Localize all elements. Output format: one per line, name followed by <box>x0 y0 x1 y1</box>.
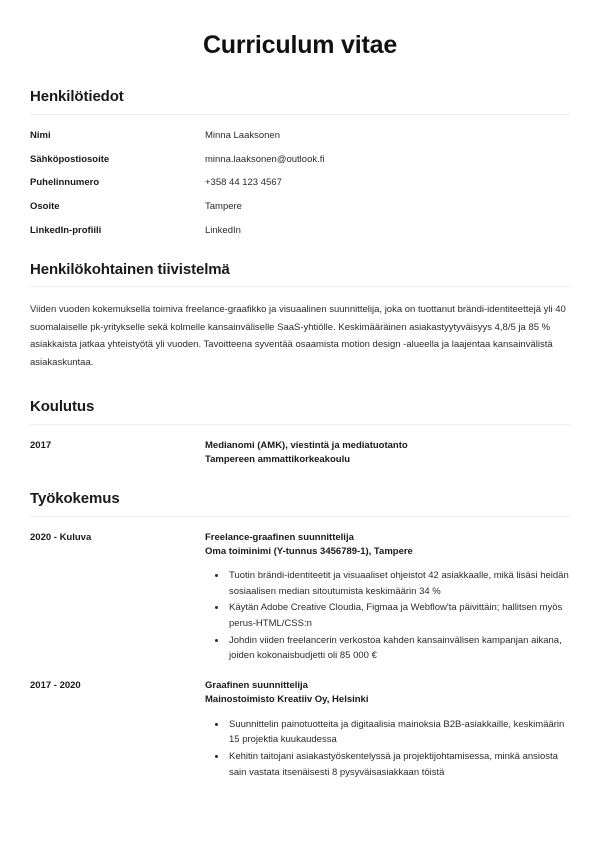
entry-bullet-list <box>205 717 570 781</box>
education-entry <box>30 439 570 468</box>
list-item: • Johdin viiden freelancerin verkostoa kahden kansainvälisen kampanjan aikana, joiden kokonaisbudjetti oli 85 000 € <box>227 633 570 664</box>
entry-period: 2017 - 2020 <box>30 680 81 692</box>
spacer <box>30 61 570 87</box>
entry-title: Graafinen suunnittelija <box>205 680 308 692</box>
entry-period: 2020 - Kuluva <box>30 531 92 543</box>
section-summary <box>30 260 570 372</box>
detail-label: Nimi <box>30 129 51 141</box>
entry-body <box>205 531 570 666</box>
detail-row-address <box>30 201 570 214</box>
entry-organization: Tampereen ammattikorkeakoulu <box>205 453 351 465</box>
list-item: • Käytän Adobe Creative Cloudia, Figmaa ja Webflow'ta päivittäin; hallitsen myös perus-HTML/CSS:n <box>227 600 570 631</box>
entry-period: 2017 <box>30 439 52 451</box>
detail-row-name <box>30 130 570 143</box>
section-divider <box>30 516 570 517</box>
experience-entry <box>30 679 570 781</box>
detail-label: Sähköpostiosoite <box>30 153 110 165</box>
spacer <box>30 381 570 397</box>
detail-value: +358 44 123 4567 <box>205 177 282 189</box>
detail-label: Osoite <box>30 201 60 213</box>
document-title: Curriculum vitae <box>202 31 398 59</box>
entry-organization: Oma toiminimi (Y-tunnus 3456789-1), Tampere <box>205 545 413 557</box>
section-experience <box>30 489 570 781</box>
summary-text: Viiden vuoden kokemuksella toimiva freelance-graafikko ja visuaalinen suunnittelija, joka on tuottanut brändi-identiteettejä yli 40 suomalaiselle pk-yritykselle sekä kolmelle kansainväliselle SaaS-yhtiölle. Keskimääräinen asiakastyytyväisyys 4,8/5 ja 85 % asiakkaista jatkaa yhteistyötä yli vuoden. Tavoitteena syventää osaamista motion design -alueella ja laajentaa kansainvälistä asiakaskuntaa. <box>30 304 566 368</box>
section-education <box>30 397 570 467</box>
entry-organization: Mainostoimisto Kreatiiv Oy, Helsinki <box>205 694 369 706</box>
entry-body <box>205 679 570 781</box>
spacer <box>30 238 570 260</box>
section-heading-personal-details: Henkilötiedot <box>30 88 124 106</box>
detail-row-linkedin <box>30 225 570 238</box>
section-heading-experience: Työkokemus <box>30 490 120 508</box>
section-divider <box>30 424 570 425</box>
section-divider <box>30 286 570 287</box>
spacer <box>30 467 570 489</box>
list-item: • Suunnittelin painotuotteita ja digitaalisia mainoksia B2B-asiakkaille, keskimäärin 15 projektia kuukaudessa <box>227 717 570 748</box>
detail-row-phone <box>30 177 570 190</box>
detail-row-email <box>30 154 570 167</box>
entry-title: Medianomi (AMK), viestintä ja mediatuotanto <box>205 439 408 451</box>
detail-value-linkedin[interactable]: LinkedIn <box>205 225 241 236</box>
detail-value: Tampere <box>205 201 242 213</box>
section-personal-details <box>30 87 570 238</box>
list-item: • Tuotin brändi-identiteetit ja visuaaliset ohjeistot 42 asiakkaalle, mikä lisäsi heidän sosiaalisen median sitoutumista keskimäärin 34 % <box>227 568 570 599</box>
list-item: • Kehitin taitojani asiakastyöskentelyssä ja projektijohtamisessa, minkä ansiosta sain vastata itsenäisesti 8 pysyväisasiakkaan töistä <box>227 749 570 780</box>
entry-body <box>205 439 570 468</box>
section-divider <box>30 114 570 115</box>
detail-value: minna.laaksonen@outlook.fi <box>205 153 325 165</box>
detail-label: Puhelinnumero <box>30 177 100 189</box>
personal-details-list <box>30 130 570 238</box>
experience-entry <box>30 531 570 666</box>
entry-bullet-list <box>205 568 570 664</box>
detail-value: Minna Laaksonen <box>205 129 280 141</box>
detail-label: LinkedIn-profiili <box>30 225 102 236</box>
section-heading-summary: Henkilökohtainen tiivistelmä <box>30 260 230 278</box>
section-heading-education: Koulutus <box>30 398 95 416</box>
entry-title: Freelance-graafinen suunnittelija <box>205 531 354 543</box>
